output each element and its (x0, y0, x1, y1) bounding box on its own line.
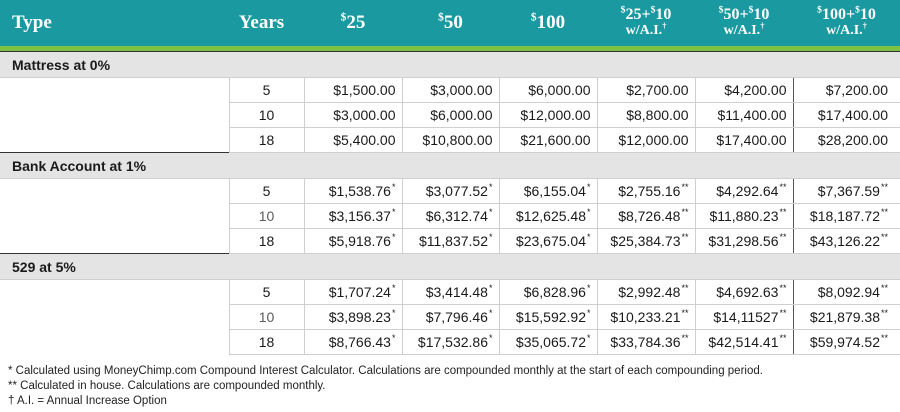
row-spacer (0, 229, 229, 254)
table-row (0, 204, 900, 229)
value-cell (695, 179, 793, 204)
header-years: Years (229, 0, 304, 46)
footnote: ** Calculated in house. Calculations are compounded monthly. (8, 380, 326, 392)
table-row (0, 103, 900, 128)
value-amount: $17,532.86 (417, 334, 488, 350)
years-cell: 5 (229, 78, 304, 103)
value-amount: $3,414.48 (425, 284, 488, 300)
value-amount: $6,155.04 (523, 183, 586, 199)
value-amount: $12,000.00 (618, 132, 689, 148)
value-amount: $33,784.36 (610, 334, 681, 350)
footnote-marker: ** (681, 308, 689, 319)
value-amount: $25,384.73 (610, 233, 681, 249)
row-spacer (0, 330, 229, 355)
header-ai-100: $100+$10 w/A.I.† (793, 0, 900, 46)
value-amount: $7,796.46 (425, 309, 488, 325)
value-cell (793, 305, 900, 330)
value-amount: $4,692.63 (716, 284, 779, 300)
value-cell (793, 280, 900, 305)
footnote-marker: * (586, 207, 591, 218)
value-cell (499, 280, 597, 305)
value-amount: $8,766.43 (328, 334, 391, 350)
value-cell (304, 229, 402, 254)
row-spacer (0, 204, 229, 229)
value-cell (499, 305, 597, 330)
value-amount: $43,126.22 (809, 233, 880, 249)
value-cell (402, 103, 499, 128)
footnote-marker: ** (880, 333, 888, 344)
value-amount: $35,065.72 (515, 334, 586, 350)
value-cell (304, 305, 402, 330)
footnote-marker: * (488, 283, 493, 294)
footnote-marker: * (586, 232, 591, 243)
value-amount: $11,400.00 (717, 107, 787, 123)
table-row (0, 78, 900, 103)
value-cell (695, 204, 793, 229)
table-row (0, 128, 900, 153)
header-amount-25: $25 (304, 0, 402, 46)
value-cell (793, 204, 900, 229)
header-amount-50: $50 (402, 0, 499, 46)
value-amount: $10,233.21 (610, 309, 681, 325)
value-amount: $28,200.00 (817, 132, 888, 148)
value-cell (499, 204, 597, 229)
row-spacer (0, 128, 229, 153)
value-cell (402, 305, 499, 330)
value-amount: $6,000.00 (430, 107, 493, 123)
value-cell (402, 179, 499, 204)
footnote-marker: * (391, 207, 396, 218)
value-amount: $1,538.76 (328, 183, 391, 199)
footnote-marker: ** (779, 207, 787, 218)
section-header-row (0, 52, 900, 78)
years-cell: 18 (229, 229, 304, 254)
value-cell (304, 330, 402, 355)
footnote-marker: ** (779, 182, 787, 193)
value-amount: $3,156.37 (328, 208, 391, 224)
row-spacer (0, 280, 229, 305)
years-cell: 5 (229, 280, 304, 305)
footnote-marker: ** (779, 333, 787, 344)
value-amount: $17,400.00 (716, 132, 787, 148)
value-cell (304, 128, 402, 153)
value-amount: $23,675.04 (515, 233, 586, 249)
value-amount: $3,077.52 (425, 183, 488, 199)
value-cell (597, 204, 695, 229)
value-cell (695, 78, 793, 103)
value-amount: $42,514.41 (708, 334, 779, 350)
value-cell (402, 204, 499, 229)
footnote: * Calculated using MoneyChimp.com Compound Interest Calculator. Calculations are compounded monthly at the start of each compounding period. (8, 365, 763, 377)
value-cell (793, 103, 900, 128)
footnote-marker: ** (880, 308, 888, 319)
value-cell (402, 78, 499, 103)
value-cell (402, 229, 499, 254)
value-cell (597, 330, 695, 355)
table-header (0, 0, 900, 52)
years-cell: 10 (229, 305, 304, 330)
value-amount: $4,292.64 (716, 183, 779, 199)
value-cell (793, 229, 900, 254)
value-amount: $8,092.94 (817, 284, 880, 300)
value-cell (695, 128, 793, 153)
value-amount: $5,400.00 (333, 132, 396, 148)
value-cell (499, 78, 597, 103)
value-amount: $2,700.00 (626, 82, 689, 98)
value-cell (597, 305, 695, 330)
value-amount: $17,400.00 (817, 107, 888, 123)
value-amount: $2,992.48 (618, 284, 681, 300)
value-amount: $2,755.16 (618, 183, 681, 199)
footnote-marker: ** (681, 207, 689, 218)
row-spacer (0, 103, 229, 128)
table-row (0, 179, 900, 204)
value-amount: $6,828.96 (523, 284, 586, 300)
footnote-marker: * (391, 283, 396, 294)
years-cell: 10 (229, 103, 304, 128)
value-cell (597, 128, 695, 153)
header-type: Type (0, 0, 229, 46)
footnote-marker: ** (779, 232, 787, 243)
value-amount: $7,200.00 (825, 82, 888, 98)
value-cell (304, 78, 402, 103)
value-amount: $11,837.52 (418, 233, 488, 249)
value-cell (597, 103, 695, 128)
value-cell (304, 103, 402, 128)
value-amount: $18,187.72 (809, 208, 880, 224)
footnote-marker: * (586, 333, 591, 344)
value-cell (695, 229, 793, 254)
row-spacer (0, 305, 229, 330)
value-amount: $10,800.00 (422, 132, 493, 148)
value-cell (793, 330, 900, 355)
value-amount: $3,000.00 (333, 107, 396, 123)
value-cell (304, 204, 402, 229)
value-amount: $15,592.92 (515, 309, 586, 325)
value-cell (597, 78, 695, 103)
value-cell (695, 330, 793, 355)
footnote-marker: * (488, 333, 493, 344)
row-spacer (0, 78, 229, 103)
years-cell: 18 (229, 128, 304, 153)
value-amount: $31,298.56 (708, 233, 779, 249)
footnote-marker: * (488, 308, 493, 319)
value-amount: $7,367.59 (817, 183, 880, 199)
value-cell (402, 128, 499, 153)
footnote-marker: * (488, 182, 493, 193)
footnote-marker: * (586, 308, 591, 319)
table-body (0, 52, 900, 355)
footnote: † A.I. = Annual Increase Option (8, 395, 167, 407)
value-cell (793, 128, 900, 153)
value-cell (793, 179, 900, 204)
footnote-marker: * (488, 232, 493, 243)
header-ai-25: $25+$10 w/A.I.† (597, 0, 695, 46)
table-row (0, 330, 900, 355)
value-amount: $3,898.23 (328, 309, 391, 325)
header-ai-50: $50+$10 w/A.I.† (695, 0, 793, 46)
years-cell: 10 (229, 204, 304, 229)
footnote-marker: ** (880, 207, 888, 218)
value-amount: $12,625.48 (515, 208, 586, 224)
value-amount: $11,880.23 (709, 208, 779, 224)
section-title: Bank Account at 1% (0, 153, 900, 179)
footnote-marker: * (391, 308, 396, 319)
value-cell (695, 103, 793, 128)
value-amount: $8,800.00 (626, 107, 689, 123)
footnote-marker: ** (681, 333, 689, 344)
value-cell (695, 305, 793, 330)
value-cell (499, 128, 597, 153)
value-cell (499, 330, 597, 355)
footnote-marker: * (391, 182, 396, 193)
footnote-marker: ** (779, 308, 787, 319)
value-amount: $1,500.00 (333, 82, 396, 98)
years-cell: 5 (229, 179, 304, 204)
section-title: Mattress at 0% (0, 52, 900, 78)
footnote-marker: ** (681, 182, 689, 193)
footnote-marker: ** (681, 232, 689, 243)
section-title: 529 at 5% (0, 254, 900, 280)
value-amount: $21,879.38 (809, 309, 880, 325)
value-cell (597, 179, 695, 204)
footnote-marker: ** (880, 232, 888, 243)
footnote-marker: * (586, 182, 591, 193)
value-amount: $5,918.76 (328, 233, 391, 249)
value-amount: $12,000.00 (520, 107, 591, 123)
footnote-marker: * (391, 232, 396, 243)
value-cell (304, 280, 402, 305)
value-amount: $8,726.48 (618, 208, 681, 224)
value-cell (597, 229, 695, 254)
table-row (0, 305, 900, 330)
footnotes (8, 364, 763, 409)
footnote-marker: * (391, 333, 396, 344)
value-amount: $6,000.00 (528, 82, 591, 98)
section-header-row (0, 153, 900, 179)
value-cell (499, 229, 597, 254)
footnote-marker: * (586, 283, 591, 294)
row-spacer (0, 179, 229, 204)
table-row (0, 280, 900, 305)
value-amount: $1,707.24 (328, 284, 391, 300)
header-amount-100: $100 (499, 0, 597, 46)
value-amount: $14,11527 (713, 309, 779, 325)
years-cell: 18 (229, 330, 304, 355)
value-cell (304, 179, 402, 204)
table-row (0, 229, 900, 254)
value-cell (597, 280, 695, 305)
footnote-marker: ** (681, 283, 689, 294)
value-amount: $59,974.52 (809, 334, 880, 350)
footnote-marker: ** (880, 283, 888, 294)
value-cell (402, 280, 499, 305)
value-cell (499, 179, 597, 204)
footnote-marker: * (488, 207, 493, 218)
value-amount: $4,200.00 (724, 82, 787, 98)
footnote-marker: ** (880, 182, 888, 193)
value-cell (695, 280, 793, 305)
value-amount: $21,600.00 (520, 132, 591, 148)
value-amount: $6,312.74 (425, 208, 488, 224)
value-amount: $3,000.00 (430, 82, 493, 98)
value-cell (402, 330, 499, 355)
section-header-row (0, 254, 900, 280)
value-cell (499, 103, 597, 128)
value-cell (793, 78, 900, 103)
footnote-marker: ** (779, 283, 787, 294)
